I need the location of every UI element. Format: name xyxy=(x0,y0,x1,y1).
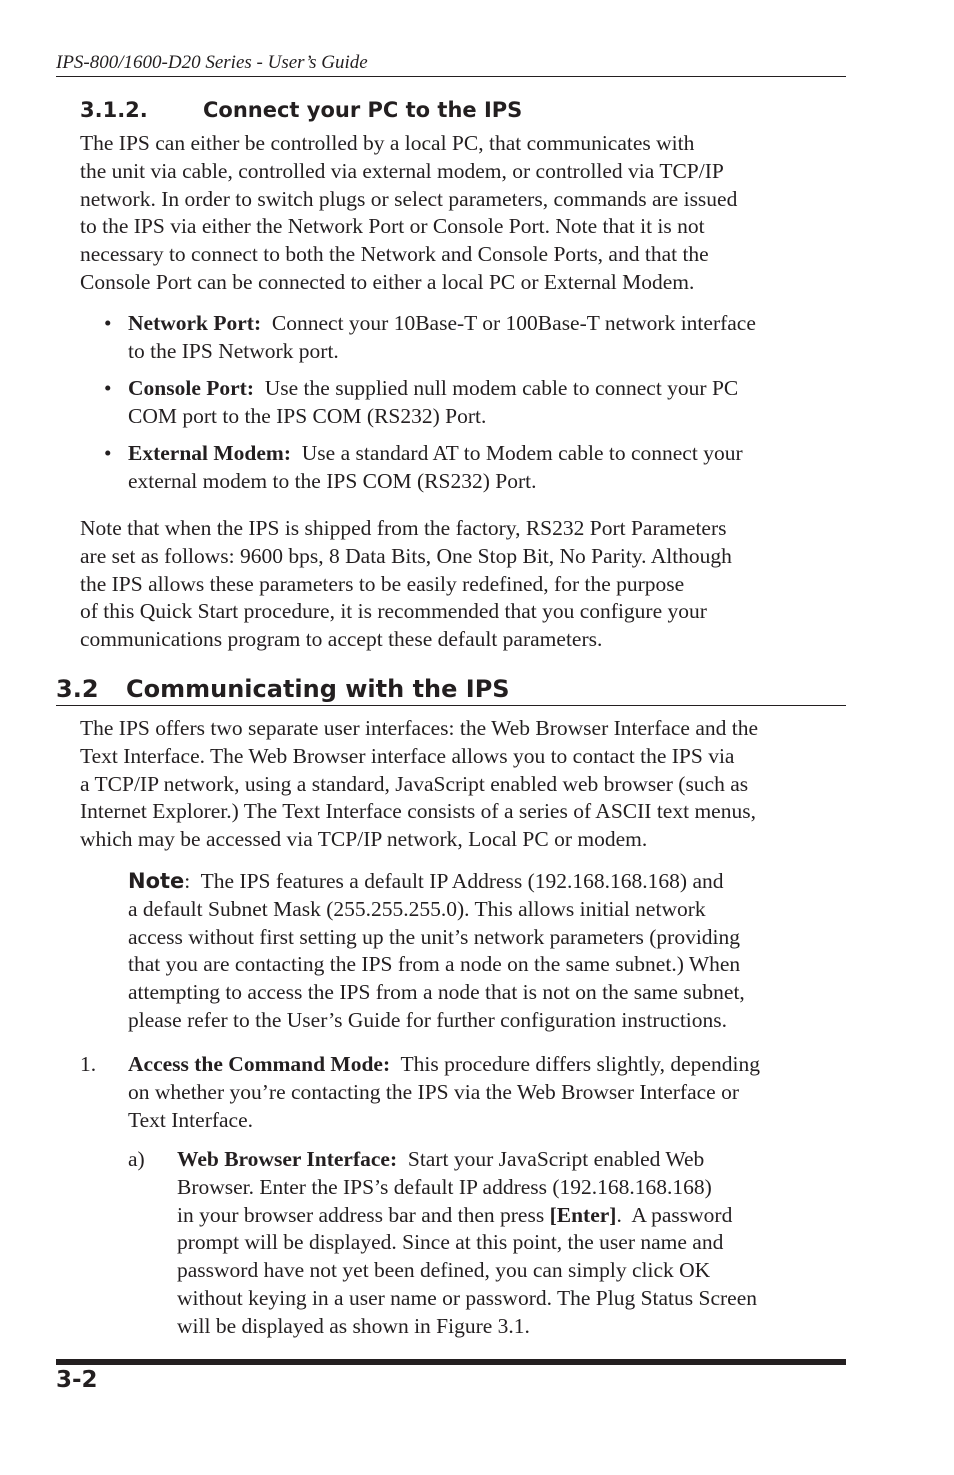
text-line: necessary to connect to both the Network and Console Ports, and that the xyxy=(80,242,709,267)
section-3-2-heading xyxy=(56,673,846,706)
text-line: a TCP/IP network, using a standard, JavaScript enabled web browser (such as xyxy=(80,771,749,796)
text-line: Text Interface. The Web Browser interface allows you to contact the IPS via xyxy=(80,743,735,768)
step-text: password have not yet been defined, you can simply click OK xyxy=(177,1258,711,1283)
section-3-1-2-heading xyxy=(80,95,522,125)
step-text: without keying in a user name or password. The Plug Status Screen xyxy=(177,1285,758,1310)
step-term: Access the Command Mode: xyxy=(128,1052,391,1076)
note-text: access without first setting up the unit’s network parameters (providing xyxy=(128,924,741,949)
text-line: are set as follows: 9600 bps, 8 Data Bits, One Stop Bit, No Parity. Although xyxy=(80,543,732,568)
text-line: The IPS can either be controlled by a local PC, that communicates with xyxy=(80,131,695,155)
step-number: 1. xyxy=(80,1052,97,1076)
text-line: communications program to accept these default parameters. xyxy=(80,627,603,652)
section-title: Communicating with the IPS xyxy=(126,675,510,703)
step-text: prompt will be displayed. Since at this point, the user name and xyxy=(177,1230,724,1255)
bullet-text: COM port to the IPS COM (RS232) Port. xyxy=(128,403,487,428)
text-line: network. In order to switch plugs or select parameters, commands are issued xyxy=(80,186,738,211)
note-text: please refer to the User’s Guide for further configuration instructions. xyxy=(128,1007,728,1032)
step-text: in your browser address bar and then press xyxy=(177,1202,550,1227)
step-text: . A password xyxy=(616,1202,733,1227)
step-text: This procedure differs slightly, depending xyxy=(390,1052,760,1076)
running-header xyxy=(56,50,846,77)
text-line: The IPS offers two separate user interfaces: the Web Browser Interface and the xyxy=(80,716,759,740)
running-header-title: IPS-800/1600-D20 Series - User’s Guide xyxy=(56,52,368,73)
note-block xyxy=(128,868,850,1035)
section-3-2-intro xyxy=(80,715,850,854)
bullet-text: to the IPS Network port. xyxy=(128,338,339,363)
text-line: Note that when the IPS is shipped from the factory, RS232 Port Parameters xyxy=(80,516,727,540)
step-letter: a) xyxy=(128,1147,145,1171)
text-line: Internet Explorer.) The Text Interface consists of a series of ASCII text menus, xyxy=(80,799,756,824)
bullet-text: Connect your 10Base-T or 100Base-T network interface xyxy=(261,311,756,335)
bullet-mark: • xyxy=(104,311,112,335)
section-number: 3.1.2. xyxy=(80,98,148,122)
step-text: Start your JavaScript enabled Web xyxy=(397,1147,705,1171)
section-number: 3.2 xyxy=(56,675,99,703)
enter-key-label: [Enter] xyxy=(549,1202,617,1227)
section-title: Connect your PC to the IPS xyxy=(203,98,523,122)
text-line: the unit via cable, controlled via external modem, or controlled via TCP/IP xyxy=(80,158,724,183)
text-line: of this Quick Start procedure, it is recommended that you configure your xyxy=(80,599,707,624)
bullet-text: Use a standard AT to Modem cable to connect your xyxy=(291,441,743,465)
text-line: Console Port can be connected to either a local PC or External Modem. xyxy=(80,269,695,294)
step-text: will be displayed as shown in Figure 3.1. xyxy=(177,1313,530,1338)
footer-rule xyxy=(56,1359,846,1365)
note-label: Note xyxy=(128,869,185,893)
bullet-term: Console Port: xyxy=(128,376,254,400)
text-line: to the IPS via either the Network Port or Console Port. Note that it is not xyxy=(80,214,705,239)
bullet-mark: • xyxy=(104,441,112,465)
note-text: : The IPS features a default IP Address (192.168.168.168) and xyxy=(184,869,724,893)
bullet-text: external modem to the IPS COM (RS232) Port. xyxy=(128,468,537,493)
step-text: Browser. Enter the IPS’s default IP address (192.168.168.168) xyxy=(177,1174,712,1199)
text-line: which may be accessed via TCP/IP network, Local PC or modem. xyxy=(80,827,648,852)
rs232-defaults-paragraph xyxy=(80,515,850,654)
step-text: on whether you’re contacting the IPS via the Web Browser Interface or xyxy=(128,1079,740,1104)
section-3-1-2-intro xyxy=(80,130,850,297)
note-text: attempting to access the IPS from a node that is not on the same subnet, xyxy=(128,980,745,1005)
step-text: Text Interface. xyxy=(128,1107,254,1132)
note-text: a default Subnet Mask (255.255.255.0). This allows initial network xyxy=(128,896,706,921)
step-term: Web Browser Interface: xyxy=(177,1147,398,1171)
bullet-mark: • xyxy=(104,376,112,400)
text-line: the IPS allows these parameters to be easily redefined, for the purpose xyxy=(80,571,685,596)
bullet-text: Use the supplied null modem cable to connect your PC xyxy=(254,376,739,400)
bullet-term: Network Port: xyxy=(128,311,262,335)
note-text: that you are contacting the IPS from a node on the same subnet.) When xyxy=(128,952,741,977)
bullet-term: External Modem: xyxy=(128,441,292,465)
page-number: 3-2 xyxy=(56,1367,98,1393)
